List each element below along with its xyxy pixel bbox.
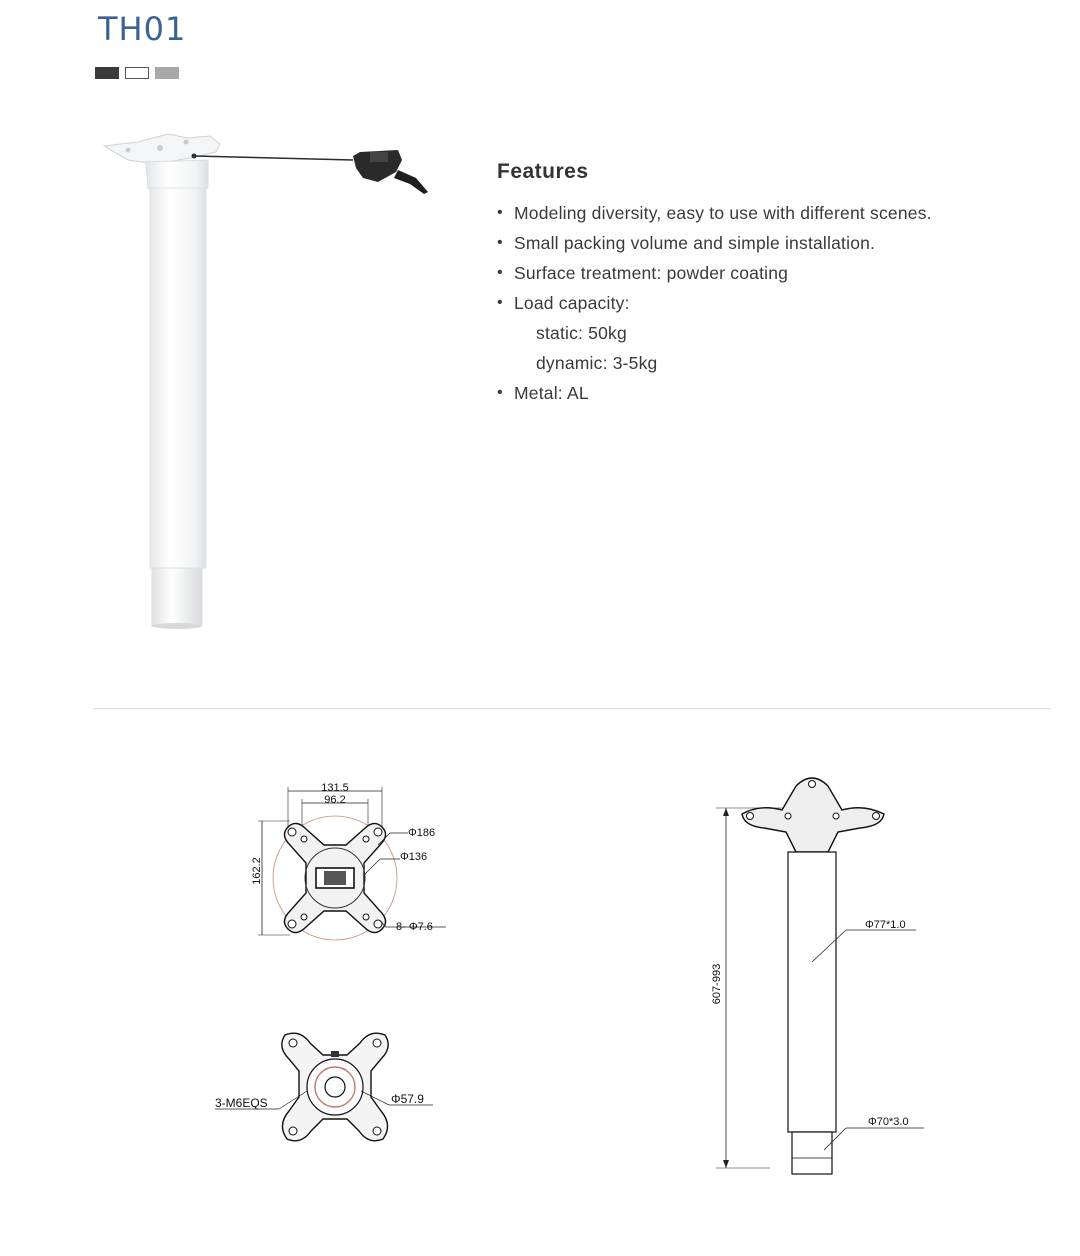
feature-subitem: static: 50kg: [536, 323, 627, 343]
section-divider: [93, 708, 1051, 709]
dim-holes: 8- Φ7.6: [396, 921, 433, 933]
product-photo: [98, 130, 438, 640]
color-swatch-grey[interactable]: [155, 67, 179, 79]
color-swatch-white[interactable]: [125, 67, 149, 79]
dim-upper-tube: Φ77*1.0: [865, 919, 906, 931]
dim-diameter-outer: Φ186: [408, 827, 436, 839]
dim-width-inner: 96.2: [324, 794, 346, 806]
dim-height: 162.2: [251, 857, 263, 885]
features-list: [497, 198, 1017, 408]
dim-height-range: 607-993: [711, 963, 723, 1005]
feature-item: • Metal: AL: [497, 378, 1017, 408]
top-plate-drawing: [240, 775, 470, 950]
dim-width-outer: 131.5: [321, 782, 349, 794]
dim-hub-diameter: Φ57.9: [391, 1092, 424, 1106]
features-heading: Features: [497, 160, 589, 183]
dim-lower-tube: Φ70*3.0: [868, 1116, 909, 1128]
bottom-plate-drawing: [205, 1025, 455, 1150]
product-title: TH01: [98, 10, 187, 48]
color-swatch-dark[interactable]: [95, 67, 119, 79]
feature-item: • Load capacity:: [497, 288, 1017, 318]
feature-subitem: dynamic: 3-5kg: [536, 353, 658, 373]
dim-thread: 3-M6EQS: [215, 1096, 268, 1110]
feature-item: • Modeling diversity, easy to use with different scenes.: [497, 198, 1017, 228]
features-section: [497, 160, 1017, 408]
leg-drawing: [700, 770, 940, 1180]
feature-item: • Surface treatment: powder coating: [497, 258, 1017, 288]
color-swatches: [95, 67, 179, 79]
feature-item: • Small packing volume and simple installation.: [497, 228, 1017, 258]
dim-diameter-inner: Φ136: [400, 851, 428, 863]
